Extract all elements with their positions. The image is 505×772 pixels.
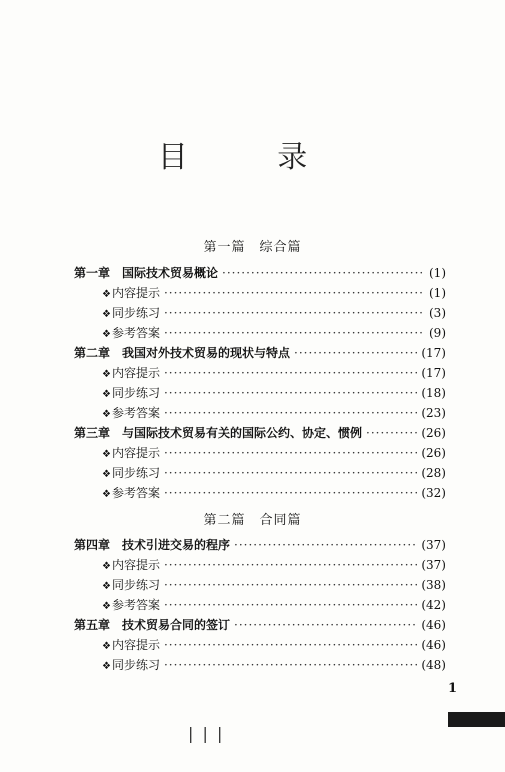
toc-section-1 <box>74 263 446 503</box>
toc-entry-label <box>102 655 160 677</box>
toc-entry-label <box>102 463 160 485</box>
diamond-bullet-icon: ❖ <box>102 369 111 380</box>
toc-entry-label <box>102 483 160 505</box>
dot-leader <box>164 595 417 615</box>
toc-sub-entry <box>74 383 446 403</box>
toc-page-number: (3) <box>429 306 446 320</box>
toc-entry-text: 第一章 国际技术贸易概论 <box>74 266 219 280</box>
toc-page-number: (28) <box>421 466 446 480</box>
toc-chapter-entry <box>74 263 446 283</box>
dot-leader <box>164 655 417 675</box>
toc-sub-entry <box>74 483 446 503</box>
toc-chapter-entry <box>74 535 446 555</box>
toc-entry-label <box>74 263 218 283</box>
toc-entry-label <box>102 363 160 385</box>
toc-page-number: (32) <box>421 486 446 500</box>
diamond-bullet-icon: ❖ <box>102 661 111 672</box>
diamond-bullet-icon: ❖ <box>102 389 111 400</box>
toc-sub-entry <box>74 595 446 615</box>
dot-leader <box>164 443 417 463</box>
dot-leader <box>234 535 417 555</box>
toc-entry-label <box>102 635 160 657</box>
toc-page-number: (42) <box>421 598 446 612</box>
toc-chapter-entry <box>74 615 446 635</box>
toc-entry-text: 第二章 我国对外技术贸易的现状与特点 <box>74 346 291 360</box>
toc-page-number: (38) <box>421 578 446 592</box>
toc-entry-text: 第五章 技术贸易合同的签订 <box>74 618 231 632</box>
toc-entry-text: 内容提示 <box>111 366 160 380</box>
toc-entry-label <box>74 423 362 443</box>
part-heading-1: 第一篇 综合篇 <box>203 240 302 255</box>
dot-leader <box>164 483 417 503</box>
toc-sub-entry <box>74 575 446 595</box>
toc-sub-entry <box>74 363 446 383</box>
toc-sub-entry <box>74 323 446 343</box>
toc-entry-label <box>102 443 160 465</box>
diamond-bullet-icon: ❖ <box>102 561 111 572</box>
toc-page-number: (17) <box>421 366 446 380</box>
toc-entry-text: 同步练习 <box>111 578 160 592</box>
dot-leader <box>164 303 425 323</box>
part-heading-2: 第二篇 合同篇 <box>203 513 302 528</box>
dot-leader <box>164 575 417 595</box>
dot-leader <box>222 263 425 283</box>
toc-page-number: (46) <box>421 618 446 632</box>
diamond-bullet-icon: ❖ <box>102 601 111 612</box>
toc-sub-entry <box>74 443 446 463</box>
dot-leader <box>234 615 417 635</box>
diamond-bullet-icon: ❖ <box>102 489 111 500</box>
toc-page-number: (37) <box>421 558 446 572</box>
diamond-bullet-icon: ❖ <box>102 409 111 420</box>
toc-entry-text: 同步练习 <box>111 386 160 400</box>
toc-page-number: (17) <box>421 346 446 360</box>
toc-entry-label <box>102 575 160 597</box>
diamond-bullet-icon: ❖ <box>102 329 111 340</box>
toc-sub-entry <box>74 303 446 323</box>
page-title: 目 录 <box>157 140 348 175</box>
toc-entry-label <box>102 323 160 345</box>
page-number: 1 <box>448 681 458 696</box>
toc-entry-text: 第三章 与国际技术贸易有关的国际公约、协定、惯例 <box>74 426 363 440</box>
toc-entry-text: 同步练习 <box>111 658 160 672</box>
diamond-bullet-icon: ❖ <box>102 581 111 592</box>
bottom-mark: | | | <box>188 724 225 743</box>
toc-page-number: (37) <box>421 538 446 552</box>
toc-entry-text: 参考答案 <box>111 598 160 612</box>
dot-leader <box>164 363 417 383</box>
toc-page-number: (1) <box>429 266 446 280</box>
toc-page-number: (18) <box>421 386 446 400</box>
toc-entry-text: 内容提示 <box>111 558 160 572</box>
toc-entry-text: 参考答案 <box>111 406 160 420</box>
toc-entry-label <box>102 595 160 617</box>
toc-entry-text: 同步练习 <box>111 466 160 480</box>
toc-entry-text: 第四章 技术引进交易的程序 <box>74 538 231 552</box>
toc-entry-label <box>74 535 230 555</box>
dot-leader <box>164 635 417 655</box>
dot-leader <box>164 463 417 483</box>
toc-entry-text: 同步练习 <box>111 306 160 320</box>
toc-page-number: (46) <box>421 638 446 652</box>
toc-entry-label <box>74 343 290 363</box>
diamond-bullet-icon: ❖ <box>102 449 111 460</box>
diamond-bullet-icon: ❖ <box>102 309 111 320</box>
diamond-bullet-icon: ❖ <box>102 641 111 652</box>
toc-entry-label <box>102 283 160 305</box>
toc-entry-text: 内容提示 <box>111 286 160 300</box>
toc-sub-entry <box>74 283 446 303</box>
toc-entry-label <box>102 403 160 425</box>
dot-leader <box>294 343 417 363</box>
toc-section-2 <box>74 535 446 675</box>
toc-sub-entry <box>74 555 446 575</box>
dot-leader <box>164 403 417 423</box>
toc-page-number: (26) <box>421 446 446 460</box>
toc-entry-text: 参考答案 <box>111 326 160 340</box>
toc-entry-text: 参考答案 <box>111 486 160 500</box>
toc-entry-label <box>102 383 160 405</box>
dot-leader <box>164 555 417 575</box>
toc-sub-entry <box>74 635 446 655</box>
dot-leader <box>164 383 417 403</box>
toc-sub-entry <box>74 463 446 483</box>
toc-page-number: (23) <box>421 406 446 420</box>
toc-page-number: (9) <box>429 326 446 340</box>
scan-edge-mark <box>448 712 505 727</box>
toc-sub-entry <box>74 655 446 675</box>
toc-entry-text: 内容提示 <box>111 446 160 460</box>
dot-leader <box>164 283 425 303</box>
toc-chapter-entry <box>74 343 446 363</box>
toc-entry-label <box>74 615 230 635</box>
toc-entry-label <box>102 555 160 577</box>
diamond-bullet-icon: ❖ <box>102 469 111 480</box>
dot-leader <box>366 423 417 443</box>
toc-entry-label <box>102 303 160 325</box>
toc-chapter-entry <box>74 423 446 443</box>
toc-page-number: (26) <box>421 426 446 440</box>
diamond-bullet-icon: ❖ <box>102 289 111 300</box>
toc-page-number: (1) <box>429 286 446 300</box>
toc-sub-entry <box>74 403 446 423</box>
toc-page-number: (48) <box>421 658 446 672</box>
dot-leader <box>164 323 425 343</box>
toc-entry-text: 内容提示 <box>111 638 160 652</box>
